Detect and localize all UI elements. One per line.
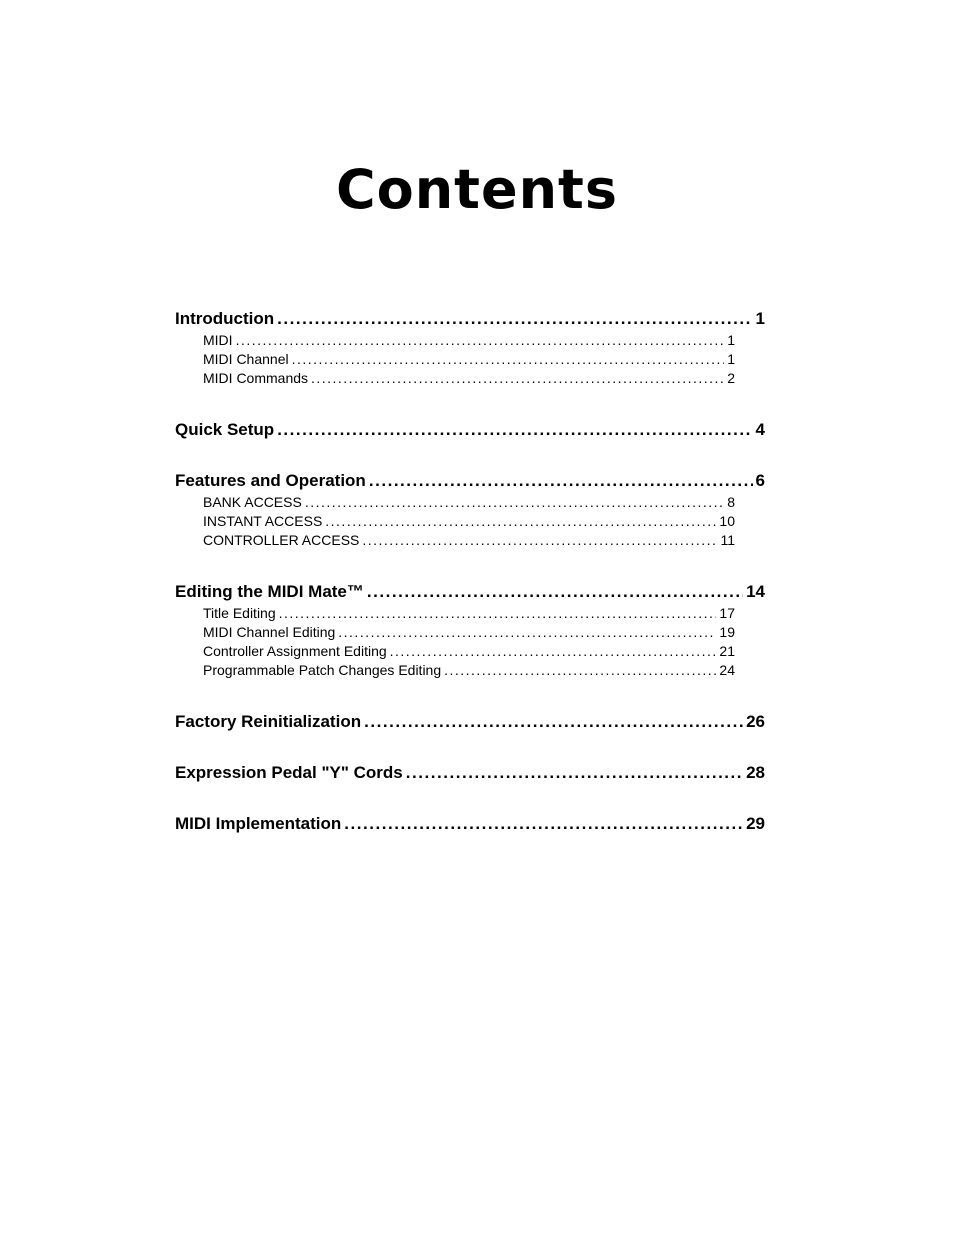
- toc-subentry-controller-assignment-editing[interactable]: [203, 642, 735, 661]
- dot-leader: [369, 469, 753, 493]
- toc-entry-editing-the-midi-mate[interactable]: [175, 580, 765, 604]
- toc-entry-midi-implementation[interactable]: [175, 812, 765, 836]
- toc-subentry-page: 11: [720, 532, 735, 548]
- toc-subentry-label: Controller Assignment Editing: [203, 643, 387, 659]
- toc-section-factory-reinitialization: [175, 710, 765, 734]
- toc-entry-page: 4: [755, 420, 765, 439]
- toc-entry-label: Introduction: [175, 309, 275, 328]
- toc-entry-page: 26: [746, 712, 765, 731]
- toc-subentry-page: 24: [719, 662, 735, 678]
- toc-entry-expression-pedal-y-cords[interactable]: [175, 761, 765, 785]
- toc-entry-label: Expression Pedal "Y" Cords: [175, 763, 403, 782]
- toc-entry-page: 6: [755, 471, 765, 490]
- toc-subentry-page: 21: [719, 643, 735, 659]
- toc-entry-features-and-operation[interactable]: [175, 469, 765, 493]
- toc-subentry-midi-channel-editing[interactable]: [203, 623, 735, 642]
- toc-section-introduction: [175, 307, 765, 388]
- toc-sub-list: [175, 493, 735, 550]
- toc-subentry-label: Programmable Patch Changes Editing: [203, 662, 442, 678]
- toc-subentry-label: MIDI Channel Editing: [203, 624, 336, 640]
- dot-leader: [279, 604, 717, 623]
- dot-leader: [406, 761, 743, 785]
- toc-section-expression-pedal-y-cords: [175, 761, 765, 785]
- dot-leader: [277, 418, 752, 442]
- toc-subentry-label: CONTROLLER ACCESS: [203, 532, 360, 548]
- toc-entry-introduction[interactable]: [175, 307, 765, 331]
- toc-subentry-label: BANK ACCESS: [203, 494, 302, 510]
- page-title: Contents: [335, 158, 618, 222]
- toc-entry-factory-reinitialization[interactable]: [175, 710, 765, 734]
- toc-entry-page: 14: [746, 582, 765, 601]
- toc-sub-list: [175, 604, 735, 680]
- dot-leader: [390, 642, 717, 661]
- toc-subentry-bank-access[interactable]: [203, 493, 735, 512]
- dot-leader: [444, 661, 716, 680]
- table-of-contents: [175, 307, 765, 836]
- toc-section-quick-setup: [175, 418, 765, 442]
- toc-entry-label: Factory Reinitialization: [175, 712, 362, 731]
- dot-leader: [311, 369, 724, 388]
- dot-leader: [344, 812, 743, 836]
- toc-subentry-label: MIDI Channel: [203, 351, 289, 367]
- toc-subentry-label: MIDI Commands: [203, 370, 309, 386]
- toc-entry-label: MIDI Implementation: [175, 814, 342, 833]
- toc-subentry-midi-channel[interactable]: [203, 350, 735, 369]
- toc-entry-page: 1: [755, 309, 765, 328]
- toc-subentry-page: 17: [719, 605, 735, 621]
- dot-leader: [364, 710, 743, 734]
- toc-entry-label: Quick Setup: [175, 420, 275, 439]
- toc-subentry-instant-access[interactable]: [203, 512, 735, 531]
- toc-subentry-page: 8: [727, 494, 735, 510]
- dot-leader: [325, 512, 716, 531]
- dot-leader: [305, 493, 724, 512]
- toc-subentry-label: INSTANT ACCESS: [203, 513, 323, 529]
- toc-subentry-page: 2: [727, 370, 735, 386]
- toc-subentry-controller-access[interactable]: [203, 531, 735, 550]
- toc-subentry-page: 1: [727, 351, 735, 367]
- dot-leader: [292, 350, 725, 369]
- toc-entry-page: 28: [746, 763, 765, 782]
- toc-subentry-title-editing[interactable]: [203, 604, 735, 623]
- toc-subentry-midi[interactable]: [203, 331, 735, 350]
- dot-leader: [362, 531, 717, 550]
- toc-entry-quick-setup[interactable]: [175, 418, 765, 442]
- toc-subentry-page: 10: [719, 513, 735, 529]
- toc-sub-list: [175, 331, 735, 388]
- toc-subentry-label: Title Editing: [203, 605, 276, 621]
- dot-leader: [367, 580, 743, 604]
- toc-section-editing-the-midi-mate: [175, 580, 765, 680]
- dot-leader: [338, 623, 716, 642]
- toc-subentry-page: 19: [719, 624, 735, 640]
- toc-entry-label: Editing the MIDI Mate™: [175, 582, 364, 601]
- toc-subentry-midi-commands[interactable]: [203, 369, 735, 388]
- toc-entry-page: 29: [746, 814, 765, 833]
- toc-section-features-and-operation: [175, 469, 765, 550]
- toc-entry-label: Features and Operation: [175, 471, 366, 490]
- dot-leader: [277, 307, 752, 331]
- toc-subentry-label: MIDI: [203, 332, 233, 348]
- toc-subentry-programmable-patch-changes-editing[interactable]: [203, 661, 735, 680]
- toc-section-midi-implementation: [175, 812, 765, 836]
- toc-subentry-page: 1: [727, 332, 735, 348]
- dot-leader: [236, 331, 725, 350]
